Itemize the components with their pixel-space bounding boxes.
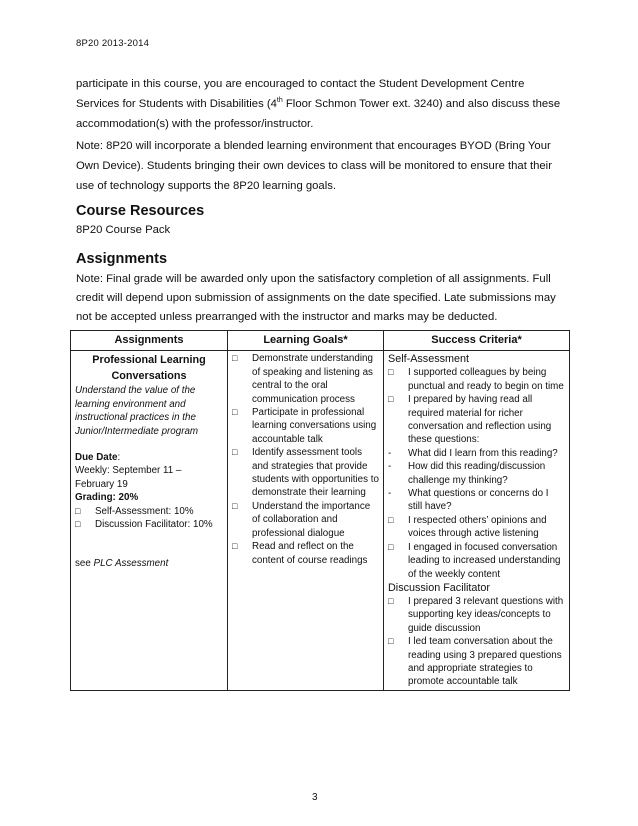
running-header: 8P20 2013-2014 [76, 38, 150, 49]
list-item: □ I prepared 3 relevant questions with supporting key ideas/concepts to guide discussion [388, 595, 565, 635]
list-item: □ I prepared by having read all required material for richer conversation and reflection using these questions: [388, 393, 565, 447]
list-item: □ Read and reflect on the content of course readings [232, 540, 379, 567]
learning-goals-list [232, 352, 379, 567]
list-item: □ Demonstrate understanding of speaking and listening as central to the oral communication process [232, 352, 379, 406]
header-assignments: Assignments [71, 331, 228, 351]
reflection-questions [388, 447, 565, 514]
due-date-text: Weekly: September 11 – February 19 [75, 465, 182, 490]
discussion-facilitator-heading: Discussion Facilitator [388, 581, 491, 594]
assignments-table [70, 330, 570, 691]
due-date [75, 451, 223, 464]
page-number: 3 [312, 792, 318, 803]
list-item: □ I supported colleagues by being punctual and ready to begin on time [388, 366, 565, 393]
table-header-row [71, 331, 570, 351]
plc-assessment-link: PLC Assessment [93, 558, 169, 570]
learning-goals-cell [228, 351, 384, 690]
list-item: □ I led team conversation about the reading using 3 prepared questions and appropriate strategies to promote accountable talk [388, 635, 565, 689]
assignment-cell [71, 351, 228, 690]
assignment-description: Understand the value of the learning environment and instructional practices in the Junior/Intermediate program [75, 385, 199, 437]
course-resources-heading: Course Resources [76, 203, 205, 219]
see-prefix: see [75, 558, 94, 570]
list-item: □ Understand the importance of collaboration and professional dialogue [232, 500, 379, 540]
list-item: - What questions or concerns do I still have? [388, 487, 565, 514]
grading: Grading: 20% [75, 492, 139, 504]
paragraph-text: Floor Schmon Tower ext. 3240) and also discuss these accommodation(s) with the professor/instructor. [76, 98, 561, 130]
self-assessment-list [388, 366, 565, 446]
self-assessment-heading: Self-Assessment [388, 353, 470, 366]
header-success-criteria: Success Criteria* [384, 331, 570, 351]
list-item: □ I respected others’ opinions and voices through active listening [388, 514, 565, 541]
course-resources-text: 8P20 Course Pack [76, 224, 171, 236]
discussion-facilitator-list [388, 595, 565, 689]
accommodation-paragraph [76, 74, 566, 134]
list-item: - What did I learn from this reading? [388, 447, 565, 460]
list-item: □ I engaged in focused conversation leading to increased understanding of the weekly content [388, 541, 565, 581]
assignments-note: Note: Final grade will be awarded only upon the satisfactory completion of all assignments. Full credit will depend upon submission of assignments on the date specified. Late submissions may not be accepted unless prearranged with the instructor and marks may be deducted. [76, 273, 556, 323]
assignment-title: Professional Learning Conversations [92, 354, 206, 383]
byod-note-paragraph: Note: 8P20 will incorporate a blended learning environment that encourages BYOD (Bring Your Own Device). Students bringing their own devices to class will be monitored to ensure that their use of technology supports the 8P20 learning goals. [76, 140, 552, 192]
list-item: □ Discussion Facilitator: 10% [75, 518, 223, 531]
table-row [71, 351, 570, 690]
superscript: th [276, 97, 283, 104]
grading-list [75, 505, 223, 532]
list-item: - How did this reading/discussion challenge my thinking? [388, 460, 565, 487]
header-learning-goals: Learning Goals* [228, 331, 384, 351]
see-plc-assessment [75, 557, 223, 570]
assignments-heading: Assignments [76, 251, 168, 267]
due-date-colon: : [117, 452, 121, 464]
self-assessment-list [388, 514, 565, 581]
due-date-label: Due Date [75, 452, 118, 464]
success-criteria-cell [384, 351, 570, 690]
list-item: □ Self-Assessment: 10% [75, 505, 223, 518]
list-item: □ Identify assessment tools and strategies that provide students with opportunities to demonstrate their learning [232, 446, 379, 500]
paragraph-text: participate in this course, you are encouraged to contact the Student Development Centre Services for Students with Disabilities (4 [76, 78, 525, 110]
list-item: □ Participate in professional learning conversations using accountable talk [232, 406, 379, 446]
